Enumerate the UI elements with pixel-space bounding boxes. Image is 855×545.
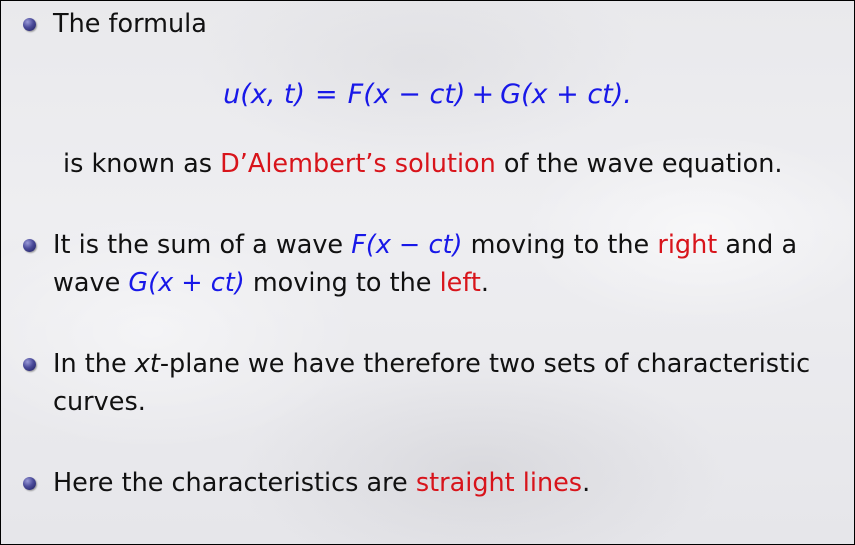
bullet-item-xt-plane — [53, 345, 834, 421]
text-segment: -plane we have therefore two sets of characteristic — [159, 349, 811, 379]
bullet-line-2 — [53, 264, 834, 302]
direction-left: left — [439, 268, 481, 298]
known-as-line — [63, 145, 834, 183]
text-segment: Here the characteristics are — [53, 468, 416, 498]
bullet-icon — [23, 239, 36, 252]
text-segment: moving to the — [244, 268, 440, 298]
bullet-line-1 — [53, 345, 834, 383]
bullet-icon — [23, 477, 36, 490]
text-segment: wave — [53, 268, 129, 298]
math-f: F(x − ct) — [351, 230, 463, 260]
formula-plus: + — [471, 79, 495, 110]
straight-lines-highlight: straight lines — [415, 468, 583, 498]
bullet-text: The formula — [53, 9, 207, 39]
math-g: G(x + ct) — [128, 268, 245, 298]
bullet-item-formula — [53, 5, 834, 43]
formula-lhs: u(x, t) — [223, 79, 306, 110]
formula-term-f: F(x − ct) — [347, 79, 466, 110]
dalembert-highlight: D’Alembert’s solution — [220, 149, 496, 179]
bullet-icon — [23, 18, 36, 31]
text-segment: and a — [717, 230, 798, 260]
bullet-item-sum-of-waves — [53, 226, 834, 302]
text-segment: In the — [53, 349, 135, 379]
known-as-post: of the wave equation. — [495, 149, 783, 179]
xt-variable: xt — [134, 349, 160, 379]
bullet-line-1 — [53, 226, 834, 264]
text-segment: moving to the — [462, 230, 658, 260]
formula-eq: = — [315, 79, 338, 110]
formula — [1, 76, 854, 114]
text-segment: . — [582, 468, 591, 498]
formula-term-g: G(x + ct). — [500, 79, 632, 110]
bullet-item-straight-lines — [53, 464, 834, 502]
text-segment: It is the sum of a wave — [53, 230, 352, 260]
bullet-icon — [23, 358, 36, 371]
bullet-line-2: curves. — [53, 387, 146, 417]
text-segment: . — [480, 268, 489, 298]
known-as-pre: is known as — [63, 149, 221, 179]
direction-right: right — [657, 230, 718, 260]
